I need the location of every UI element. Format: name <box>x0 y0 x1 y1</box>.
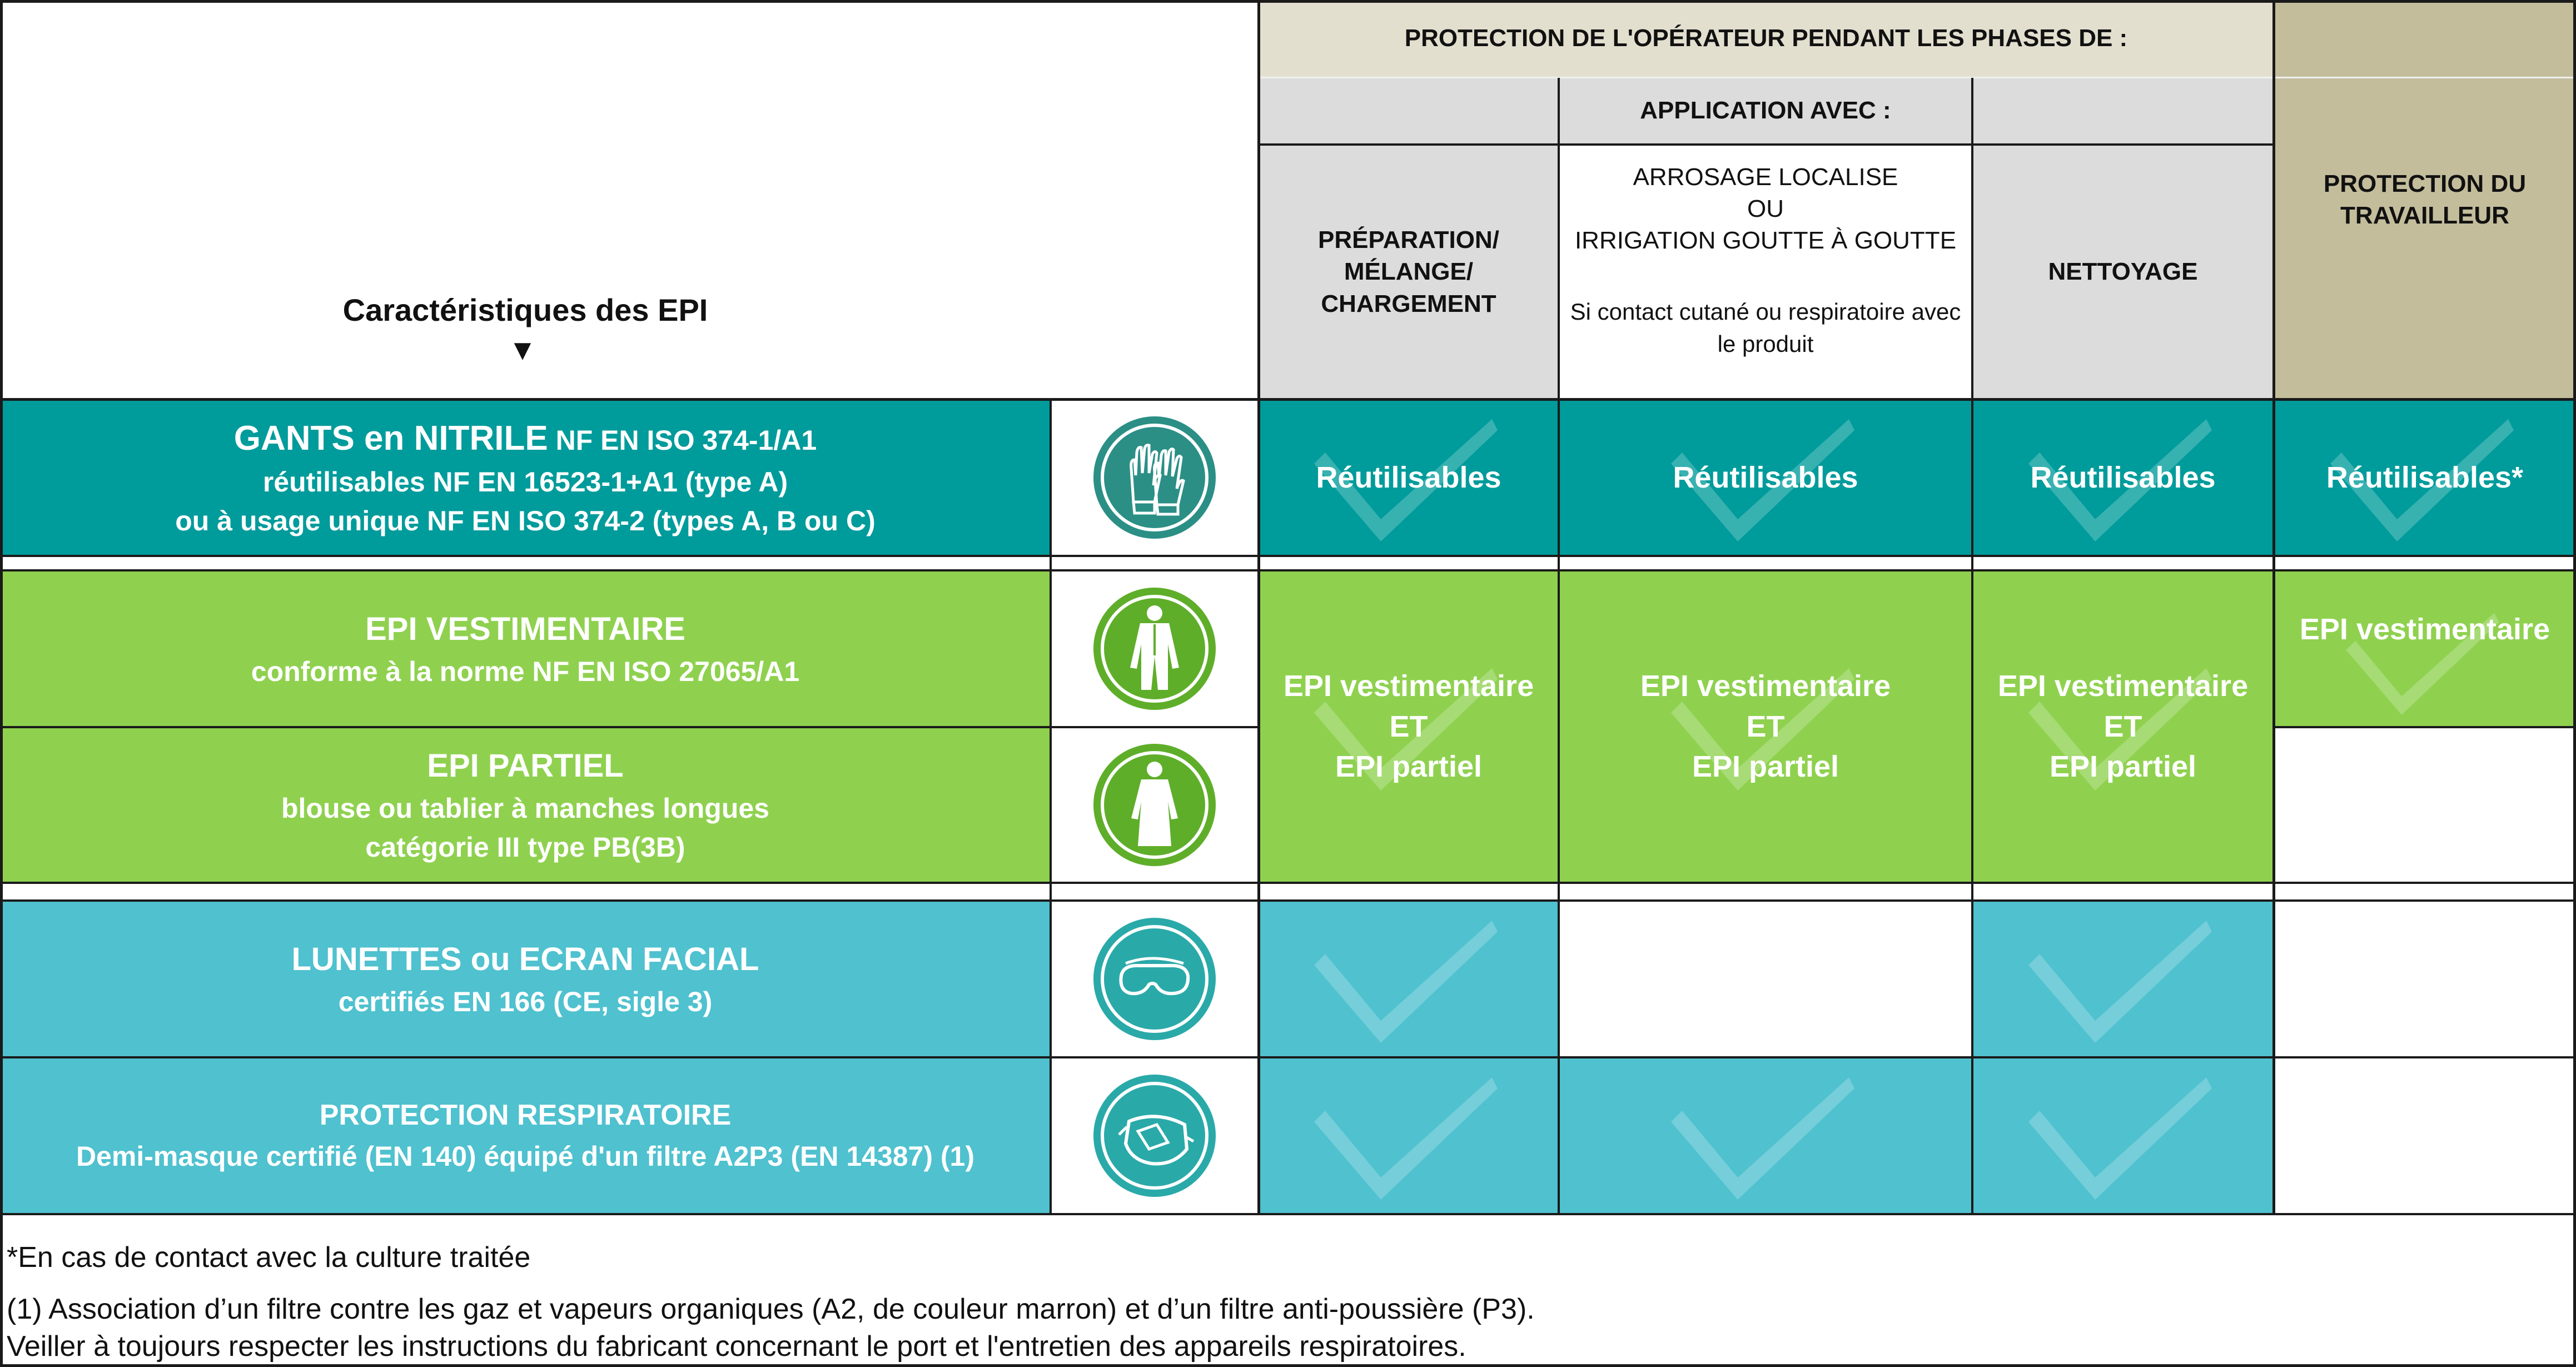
respiratoire-line2: Demi-masque certifié (EN 140) équipé d'un filtre A2P3 (EN 14387) (1) <box>76 1141 975 1172</box>
partiel-line2: blouse ou tablier à manches longues <box>281 792 769 824</box>
gants-preparation-cell: Réutilisables <box>1259 399 1559 556</box>
row-partiel-label <box>0 727 1051 883</box>
row-respiratoire-label <box>0 1057 1051 1214</box>
grid-line <box>1050 398 1052 1214</box>
grid-line <box>0 1056 2576 1058</box>
grid-line <box>0 555 2576 557</box>
check-icon <box>2023 1066 2223 1205</box>
phases-title: PROTECTION DE L'OPÉRATEUR PENDANT LES PHASES DE : <box>1259 0 2274 77</box>
respiratoire-arrosage-cell <box>1559 1057 1972 1214</box>
grid-line <box>0 1213 2576 1215</box>
grid-line <box>2274 726 2576 728</box>
check-icon <box>2023 909 2223 1048</box>
check-icon <box>1309 1066 1509 1205</box>
grid-line <box>1257 0 1260 1214</box>
grid-line <box>2573 0 2576 1367</box>
row-lunettes-label <box>0 901 1051 1057</box>
lunettes-line2: certifiés EN 166 (CE, sigle 3) <box>338 986 713 1017</box>
lunettes-travailleur-cell <box>2274 901 2576 1057</box>
footnote-star: *En cas de contact avec la culture traitée <box>7 1241 531 1274</box>
check-icon <box>1309 909 1509 1048</box>
gants-line3: ou à usage unique NF EN ISO 374-2 (types A, B ou C) <box>175 505 876 537</box>
grid-line <box>1558 78 1560 1214</box>
vestimentaire-title: EPI VESTIMENTAIRE <box>365 611 685 648</box>
grid-line <box>0 726 1259 728</box>
gants-line2: réutilisables NF EN 16523-1+A1 (type A) <box>262 466 788 498</box>
application-title: APPLICATION AVEC : <box>1559 77 1972 145</box>
grid-line <box>1971 78 1973 1214</box>
vestimentaire-line2: conforme à la norme NF EN ISO 27065/A1 <box>251 655 800 687</box>
lunettes-nettoyage-cell <box>1972 901 2274 1057</box>
goggles-icon <box>1090 914 1219 1043</box>
lunettes-title: LUNETTES ou ECRAN FACIAL <box>291 941 759 978</box>
partiel-title: EPI PARTIEL <box>427 748 624 784</box>
vestimentaire-icon-cell <box>1051 570 1259 727</box>
footnote-one: (1) Association d’un filtre contre les gaz et vapeurs organiques (A2, de couleur marron) et d’un filtre anti-poussière (P3). <box>7 1293 1535 1325</box>
grid-line <box>1259 77 2576 78</box>
col-travailleur-header: PROTECTION DU TRAVAILLEUR <box>2274 0 2576 399</box>
grid-line <box>0 899 2576 902</box>
grid-line <box>0 882 2576 884</box>
row-vestimentaire-label <box>0 570 1051 727</box>
down-arrow-icon: ▼ <box>508 334 537 366</box>
lunettes-icon-cell <box>1051 901 1259 1057</box>
partiel-preparation-cell: EPI vestimentaire ET EPI partiel <box>1259 570 1559 883</box>
characteristics-header <box>0 0 1259 399</box>
col-nettoyage-header: NETTOYAGE <box>1972 145 2274 399</box>
partiel-icon-cell <box>1051 727 1259 883</box>
partiel-line3: catégorie III type PB(3B) <box>365 831 685 863</box>
gants-travailleur-cell: Réutilisables* <box>2274 399 2576 556</box>
partiel-arrosage-cell: EPI vestimentaire ET EPI partiel <box>1559 570 1972 883</box>
grid-line <box>1259 143 2274 146</box>
coverall-icon <box>1090 584 1219 713</box>
characteristics-label: Caractéristiques des EPI <box>342 292 708 327</box>
mask-icon <box>1090 1071 1219 1200</box>
gants-icon-cell <box>1051 399 1259 556</box>
respiratoire-preparation-cell <box>1259 1057 1559 1214</box>
gants-nettoyage-cell: Réutilisables <box>1972 399 2274 556</box>
col-arrosage-header: ARROSAGE LOCALISE OU IRRIGATION GOUTTE À GOUTTE Si contact cutané ou respiratoire avec le produit <box>1559 145 1972 399</box>
col-preparation-header: PRÉPARATION/ MÉLANGE/ CHARGEMENT <box>1259 145 1559 399</box>
grid-line <box>0 569 2576 571</box>
gants-norm: NF EN ISO 374-1/A1 <box>548 424 817 456</box>
footnote-two: Veiller à toujours respecter les instructions du fabricant concernant le port et l'entretien des appareils respiratoires. <box>7 1330 1466 1363</box>
gants-arrosage-cell: Réutilisables <box>1559 399 1972 556</box>
gloves-icon <box>1090 413 1219 542</box>
respiratoire-nettoyage-cell <box>1972 1057 2274 1214</box>
row-gants-label <box>0 399 1051 556</box>
grid-line <box>0 1364 2576 1367</box>
lunettes-preparation-cell <box>1259 901 1559 1057</box>
respiratoire-icon-cell <box>1051 1057 1259 1214</box>
respiratoire-travailleur-cell <box>2274 1057 2576 1214</box>
lunettes-arrosage-cell <box>1559 901 1972 1057</box>
partiel-nettoyage-cell: EPI vestimentaire ET EPI partiel <box>1972 570 2274 883</box>
grid-line <box>0 0 3 1367</box>
header-spacer-left <box>1259 77 1559 145</box>
apron-icon <box>1090 740 1219 869</box>
vestimentaire-travailleur-cell: EPI vestimentaire <box>2274 570 2576 727</box>
header-spacer-right <box>1972 77 2274 145</box>
grid-line <box>2272 0 2275 1214</box>
respiratoire-title: PROTECTION RESPIRATOIRE <box>319 1099 732 1132</box>
gants-title: GANTS en NITRILE <box>233 419 548 458</box>
grid-line <box>0 398 2576 401</box>
grid-line <box>0 0 2576 3</box>
check-icon <box>1665 1066 1866 1205</box>
partiel-travailleur-cell <box>2274 727 2576 883</box>
